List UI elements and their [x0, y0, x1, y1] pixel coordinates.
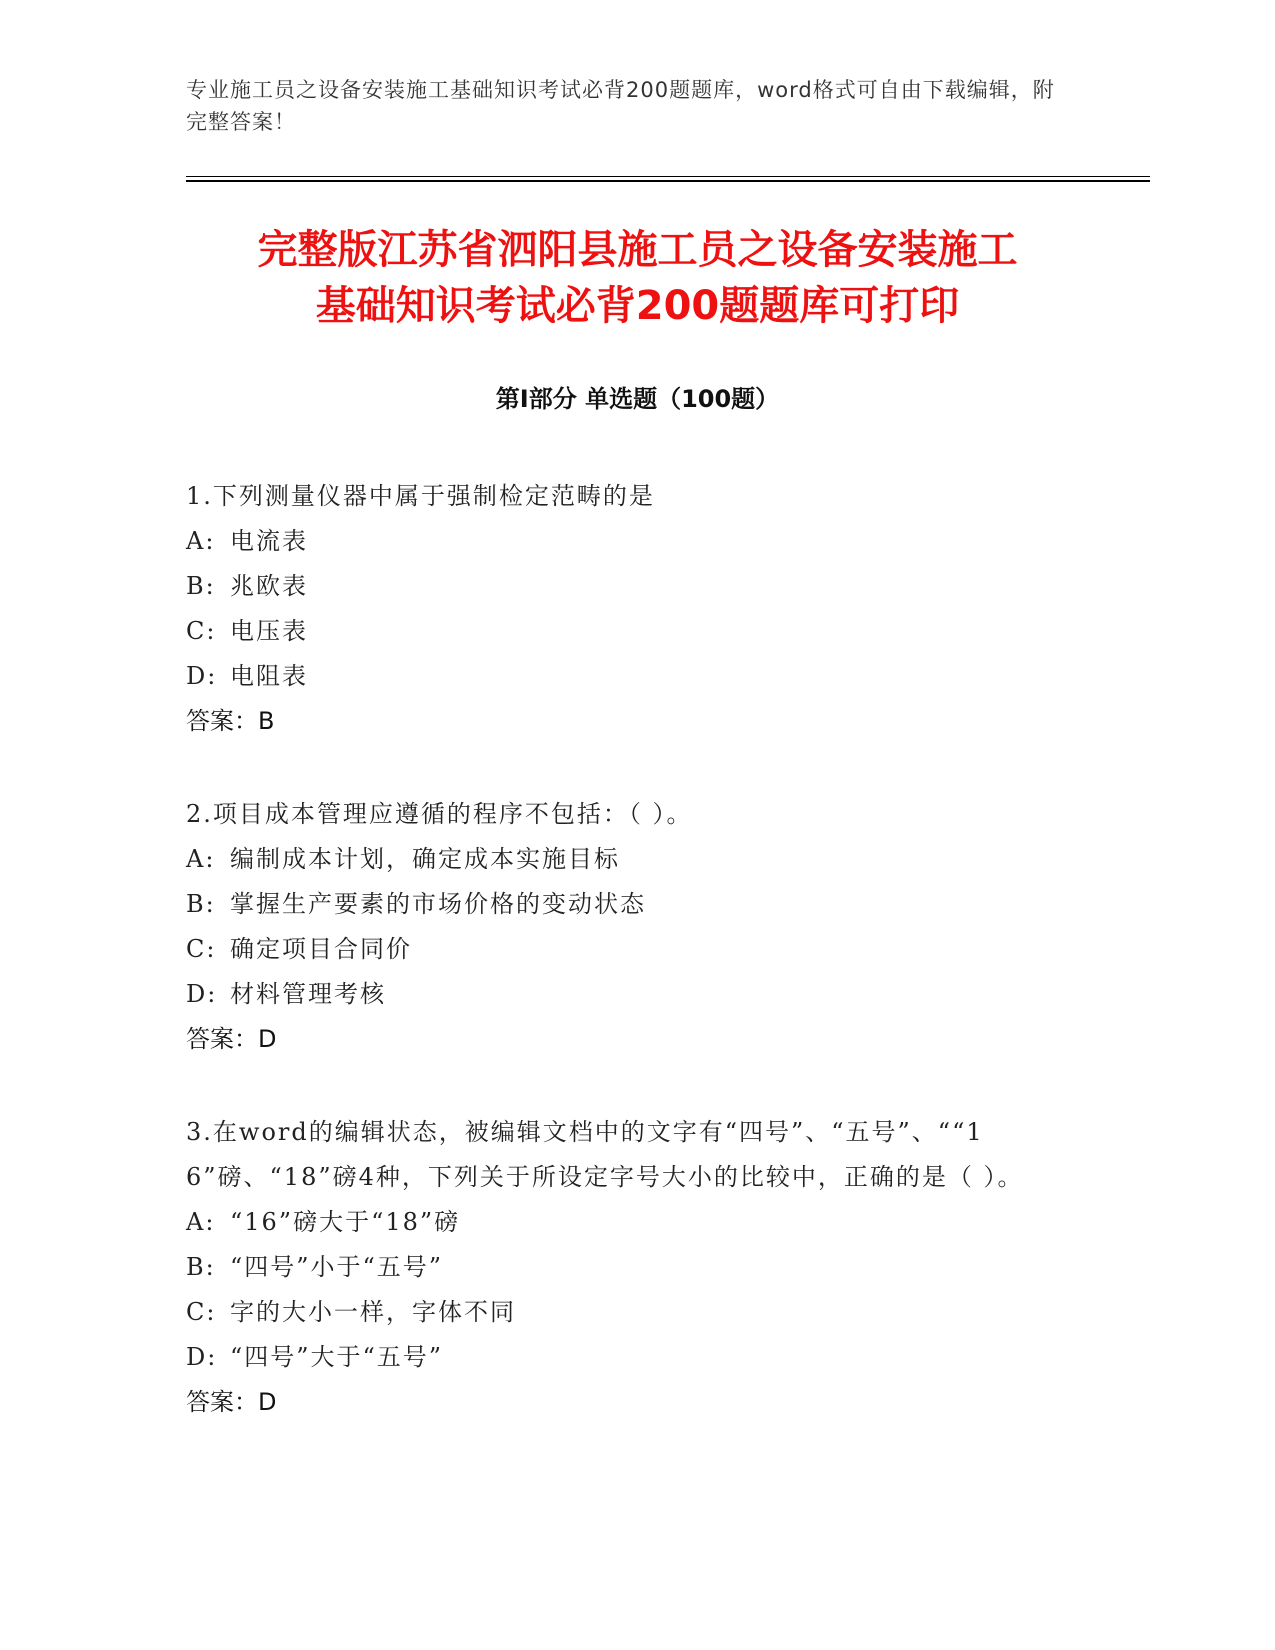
header-divider-thin	[186, 176, 1150, 177]
section-title: 第Ⅰ部分 单选题（100题）	[495, 385, 780, 413]
answer-line: 答案：D	[186, 1025, 277, 1053]
option-letter: D:	[186, 1343, 218, 1371]
answer-line: 答案：D	[186, 1388, 277, 1416]
option-letter: D:	[186, 662, 218, 690]
option-letter: C:	[186, 935, 217, 963]
option-letter: A:	[186, 845, 216, 873]
question-stem: 3.在word的编辑状态，被编辑文档中的文字有“四号”、“五号”、““16”磅、“18”磅4种，下列关于所设定字号大小的比较中，正确的是（ ）。	[186, 1118, 1024, 1191]
option-text: “四号”大于“五号”	[230, 1343, 444, 1371]
document-title-line-1: 完整版江苏省泗阳县施工员之设备安装施工	[257, 227, 1018, 273]
option-c	[186, 609, 1066, 654]
option-b	[186, 1245, 1066, 1290]
option-a	[186, 837, 1066, 882]
question-stem: 1.下列测量仪器中属于强制检定范畴的是	[186, 482, 655, 510]
question-stem: 2.项目成本管理应遵循的程序不包括：（ ）。	[186, 800, 693, 828]
option-letter: C:	[186, 617, 217, 645]
question-2	[186, 792, 1066, 1062]
header-divider-thick	[186, 180, 1150, 182]
option-b	[186, 882, 1066, 927]
option-a	[186, 1200, 1066, 1245]
option-letter: C:	[186, 1298, 217, 1326]
option-text: 掌握生产要素的市场价格的变动状态	[230, 890, 646, 918]
option-letter: A:	[186, 527, 216, 555]
option-letter: B:	[186, 1253, 216, 1281]
option-text: 电压表	[230, 617, 308, 645]
header-note: 专业施工员之设备安装施工基础知识考试必背200题题库，word格式可自由下载编辑，附完整答案！	[186, 78, 1055, 134]
document-title-line-2: 基础知识考试必背200题题库可打印	[315, 283, 960, 329]
option-text: “四号”小于“五号”	[230, 1253, 444, 1281]
option-c	[186, 1290, 1066, 1335]
question-1	[186, 474, 1066, 744]
question-3	[186, 1110, 1066, 1425]
option-letter: A:	[186, 1208, 216, 1236]
option-b	[186, 564, 1066, 609]
option-text: 编制成本计划，确定成本实施目标	[230, 845, 620, 873]
option-text: 字的大小一样，字体不同	[230, 1298, 516, 1326]
option-d	[186, 972, 1066, 1017]
option-text: “16”磅大于“18”磅	[230, 1208, 461, 1236]
option-text: 电阻表	[230, 662, 308, 690]
option-letter: B:	[186, 890, 216, 918]
document-title	[150, 222, 1125, 334]
option-text: 兆欧表	[230, 572, 308, 600]
option-c	[186, 927, 1066, 972]
option-a	[186, 519, 1066, 564]
answer-line: 答案：B	[186, 707, 275, 735]
option-text: 材料管理考核	[230, 980, 386, 1008]
option-text: 确定项目合同价	[230, 935, 412, 963]
option-letter: B:	[186, 572, 216, 600]
option-d	[186, 1335, 1066, 1380]
option-text: 电流表	[230, 527, 308, 555]
option-d	[186, 654, 1066, 699]
option-letter: D:	[186, 980, 218, 1008]
